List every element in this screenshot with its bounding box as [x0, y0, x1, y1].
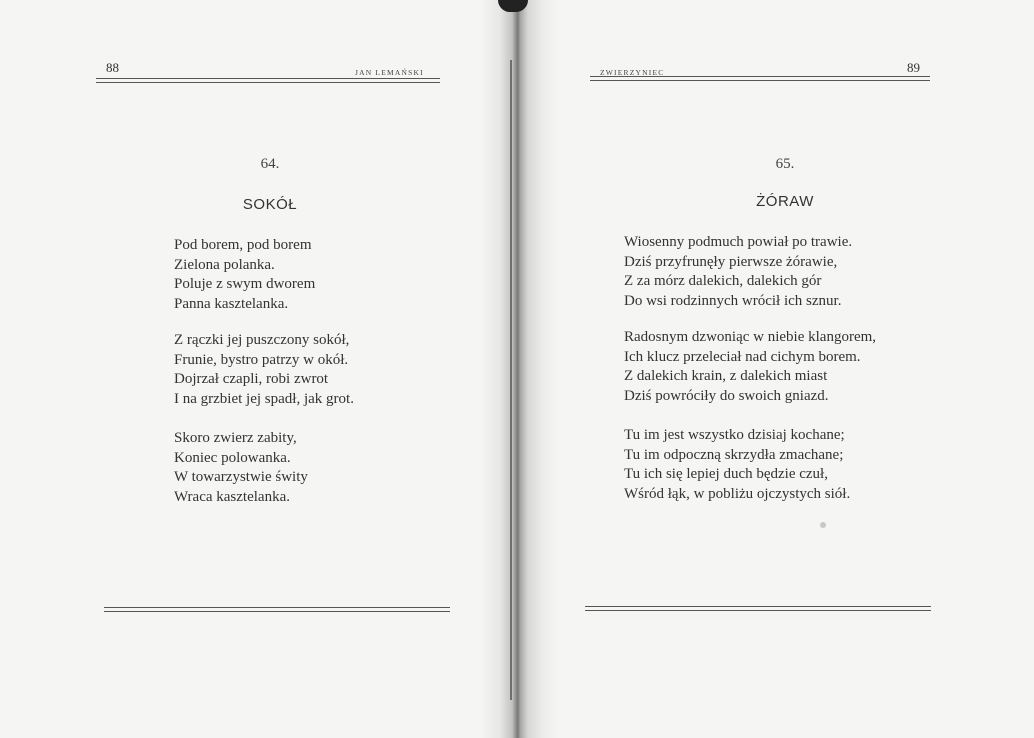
right-header-rule: [590, 76, 930, 81]
right-stanza-2: [624, 328, 876, 406]
left-running-title: JAN LEMAŃSKI: [355, 68, 424, 77]
left-stanza-3: [174, 429, 308, 507]
verse-line: Dziś przyfrunęły pierwsze żórawie,: [624, 253, 838, 270]
verse-line: Tu ich się lepiej duch będzie czuł,: [624, 466, 828, 482]
verse-line: Tu im odpoczną skrzydła zmachane;: [624, 446, 844, 463]
left-header-rule: [96, 78, 440, 83]
verse-line: Wśród łąk, w pobliżu ojczystych siół.: [624, 485, 851, 502]
right-running-title: ZWIERZYNIEC: [600, 68, 665, 77]
verse-line: Frunie, bystro patrzy w okół.: [174, 351, 349, 368]
verse-line: Koniec polowanka.: [174, 449, 291, 466]
verse-line: I na grzbiet jej spadł, jak grot.: [174, 390, 354, 407]
binding-edge: [510, 60, 512, 700]
book-gutter: [480, 0, 560, 738]
verse-line: Z za mórz dalekich, dalekich gór: [624, 273, 822, 289]
right-footer-rule: [585, 606, 931, 611]
right-stanza-3: [624, 426, 850, 504]
left-footer-rule: [104, 607, 450, 612]
right-page-number: 89: [907, 60, 920, 75]
left-page: [0, 0, 505, 738]
left-poem-title: SOKÓŁ: [242, 196, 298, 213]
verse-line: Wiosenny podmuch powiał po trawie.: [624, 234, 853, 250]
verse-line: Skoro zwierz zabity,: [174, 430, 297, 446]
verse-line: W towarzystwie świty: [174, 469, 308, 485]
verse-line: Radosnym dzwoniąc w niebie klangorem,: [624, 329, 877, 345]
verse-line: Z rączki jej puszczony sokół,: [174, 332, 350, 348]
verse-line: Do wsi rodzinnych wrócił ich sznur.: [624, 292, 842, 309]
verse-line: Ich klucz przeleciał nad cichym borem.: [624, 348, 861, 365]
verse-line: Wraca kasztelanka.: [174, 488, 290, 505]
verse-line: Zielona polanka.: [174, 256, 275, 273]
left-stanza-2: [174, 331, 354, 409]
verse-line: Z dalekich krain, z dalekich miast: [624, 368, 828, 384]
paper-speck: [820, 522, 826, 528]
verse-line: Dziś powróciły do swoich gniazd.: [624, 387, 829, 404]
left-poem-number: 64.: [260, 156, 280, 172]
right-poem-title: ŻÓRAW: [756, 193, 814, 210]
right-stanza-1: [624, 233, 852, 311]
left-page-number: 88: [106, 60, 119, 75]
verse-line: Tu im jest wszystko dzisiaj kochane;: [624, 427, 845, 443]
verse-line: Poluje z swym dworem: [174, 276, 316, 292]
right-page: [520, 0, 1034, 738]
verse-line: Pod borem, pod borem: [174, 237, 312, 253]
verse-line: Panna kasztelanka.: [174, 295, 289, 312]
verse-line: Dojrzał czapli, robi zwrot: [174, 371, 329, 387]
left-stanza-1: [174, 236, 315, 314]
right-poem-number: 65.: [775, 156, 795, 172]
